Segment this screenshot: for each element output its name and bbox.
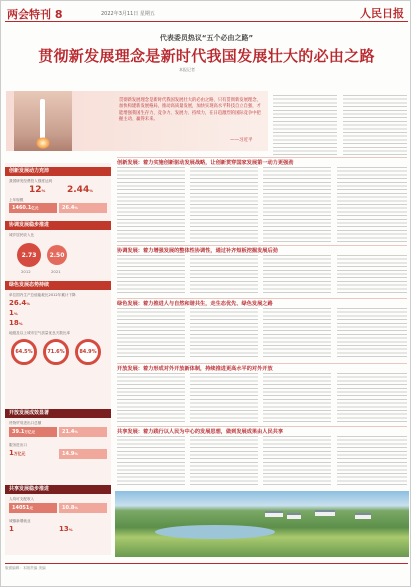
village-house bbox=[287, 513, 301, 519]
section-label: 两会特刊 8 bbox=[7, 8, 63, 21]
stat-value: 2.44% bbox=[67, 185, 94, 195]
article-column bbox=[343, 95, 407, 155]
article-column bbox=[337, 436, 407, 488]
article-column bbox=[337, 308, 407, 360]
stat-caption: 城镇新增就业 bbox=[9, 519, 31, 523]
sidebar-title-coordination: 协调发展稳步推进 bbox=[5, 221, 111, 230]
stat-value-bar: 39.1万亿元 bbox=[9, 427, 57, 437]
stat-caption: 货物贸易进出口总额 bbox=[9, 421, 42, 425]
air-quality-ring: 64.5% bbox=[11, 339, 37, 365]
stat-value: 1% bbox=[9, 309, 18, 317]
article-column bbox=[190, 373, 258, 423]
stat-caption: 服务进出口 bbox=[9, 443, 27, 447]
village-house bbox=[355, 513, 371, 519]
section-title-opening: 开放发展：着力形成对外开放新体制，持续推进更高水平的对外开放 bbox=[117, 363, 407, 372]
leader-quote: 贯彻新发展理念是新时代我国发展壮大的必由之路，只有贯彻新发展理念，加快构建新发展格局，推动高质量发展，加快实现高水平科技自立自强，才能增强我国生存力、竞争力、发展力、持续力，在日趋激烈的国际竞争中把握主动、赢得未来。 bbox=[119, 98, 261, 123]
village-house bbox=[265, 511, 283, 517]
article-column bbox=[263, 308, 331, 360]
article-column bbox=[263, 255, 331, 295]
article-column bbox=[190, 308, 258, 360]
sidebar-title-sharing: 共享发展稳步推进 bbox=[5, 485, 111, 494]
stat-value-bar: 10.8% bbox=[59, 503, 107, 513]
river bbox=[155, 525, 275, 539]
article-column bbox=[337, 167, 407, 243]
article-column bbox=[273, 95, 337, 155]
stat-value: 1万亿元 bbox=[9, 449, 26, 457]
section-title-innovation: 创新发展：着力实施创新驱动发展战略，让创新贯穿国家发展第一动力更强劲 bbox=[117, 157, 407, 166]
article-column bbox=[263, 436, 331, 488]
quote-signature: ——习近平 bbox=[230, 138, 253, 143]
stat-caption: 我国研发经费投入强度达到 bbox=[9, 179, 53, 183]
village-house bbox=[315, 510, 335, 516]
article-column bbox=[117, 373, 185, 423]
stat-value-bar: 14.9% bbox=[59, 449, 107, 459]
stat-value: 13% bbox=[59, 525, 73, 533]
article-column bbox=[117, 167, 185, 243]
rural-landscape-photo bbox=[115, 491, 409, 557]
stat-value-bar: 14051元 bbox=[9, 503, 57, 513]
main-headline: 贯彻新发展理念是新时代我国发展壮大的必由之路 bbox=[38, 47, 375, 65]
byline: 本报记者 bbox=[179, 67, 195, 72]
section-title-coordination: 协调发展：着力增强发展的整体性协调性，通过补齐短板挖掘发展后劲 bbox=[117, 245, 407, 254]
article-column bbox=[117, 255, 185, 295]
page-footer: 版面编辑：本版责编 美编 bbox=[5, 563, 408, 571]
stat-value-bar: 1460.1亿元 bbox=[9, 203, 57, 213]
air-quality-ring: 71.6% bbox=[43, 339, 69, 365]
article-column bbox=[117, 436, 185, 488]
air-quality-ring: 84.9% bbox=[75, 339, 101, 365]
ratio-circle: 2.50 bbox=[47, 245, 67, 265]
issue-date: 2022年3月11日 星期五 bbox=[101, 11, 155, 17]
sidebar-title-innovation: 创新发展动力充沛 bbox=[5, 167, 111, 176]
stat-value-bar: 26.4% bbox=[59, 203, 107, 213]
page-header bbox=[5, 4, 408, 22]
stat-caption: 单位国内生产总值能耗比2012年累计下降 bbox=[9, 293, 76, 297]
stat-caption: 地级及以上城市空气质量优良天数比率 bbox=[9, 331, 71, 335]
article-column bbox=[190, 167, 258, 243]
stats-sidebar bbox=[5, 163, 111, 555]
masthead-logo: 人民日报 bbox=[360, 7, 404, 20]
sidebar-title-green: 绿色发展态势持续 bbox=[5, 281, 111, 290]
article-column bbox=[190, 436, 258, 488]
stat-value: 1 bbox=[9, 525, 14, 533]
section-title-green: 绿色发展：着力推进人与自然和谐共生，走生态优先、绿色发展之路 bbox=[117, 298, 407, 307]
year-label: 2021 bbox=[51, 269, 61, 274]
ratio-circle: 2.73 bbox=[17, 243, 41, 267]
stat-value: 18% bbox=[9, 319, 23, 327]
sidebar-title-opening: 开放发展成效显著 bbox=[5, 409, 111, 418]
rocket-launch-photo bbox=[14, 91, 72, 151]
section-title-sharing: 共享发展：着力践行以人民为中心的发展思想，做到发展成果由人民共享 bbox=[117, 426, 407, 435]
article-column bbox=[263, 167, 331, 243]
stat-caption: 人均可支配收入 bbox=[9, 497, 35, 501]
stat-value: 26.4% bbox=[9, 299, 31, 307]
year-label: 2012 bbox=[21, 269, 31, 274]
kicker: 代表委员热议“五个必由之路” bbox=[159, 34, 254, 42]
stat-caption: 上年规模 bbox=[9, 198, 24, 202]
article-column bbox=[117, 308, 185, 360]
stat-value: 12% bbox=[29, 185, 46, 195]
article-column bbox=[337, 373, 407, 423]
article-column bbox=[190, 255, 258, 295]
stat-value-bar: 21.4% bbox=[59, 427, 107, 437]
article-column bbox=[337, 255, 407, 295]
stat-caption: 城乡居民收入比 bbox=[9, 233, 35, 237]
article-column bbox=[263, 373, 331, 423]
